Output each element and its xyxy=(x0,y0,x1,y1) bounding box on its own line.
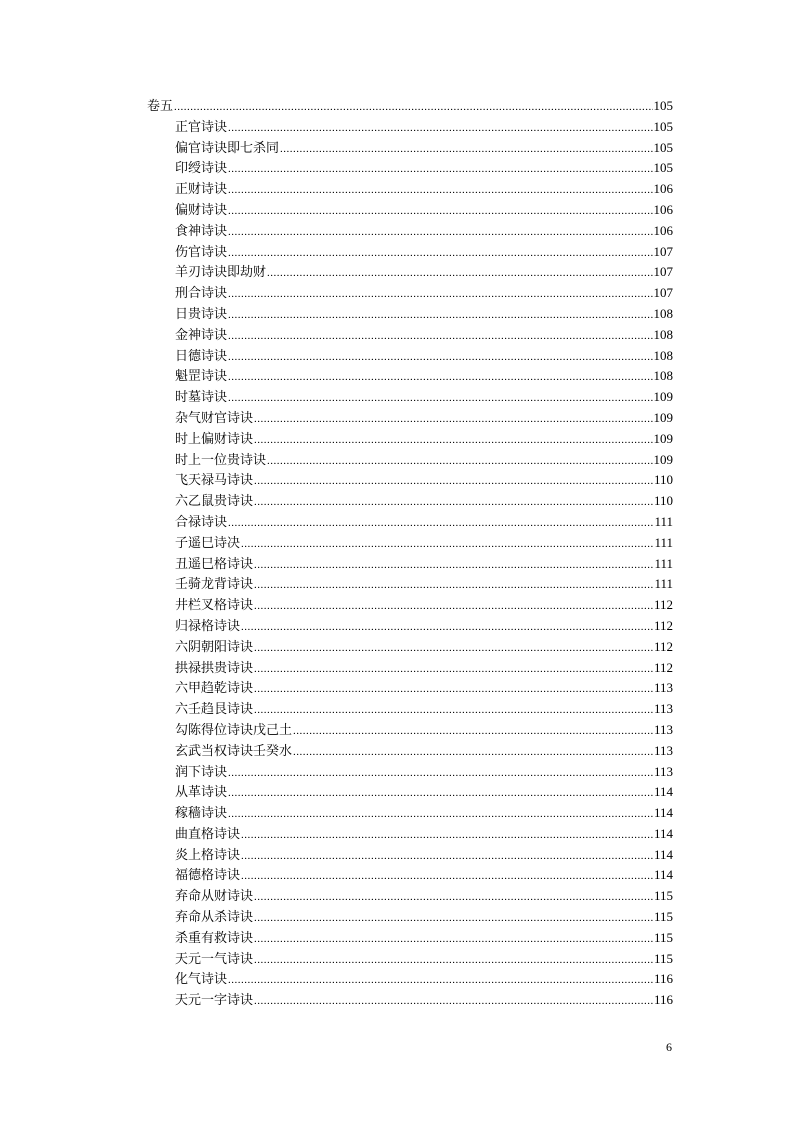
toc-entry-title: 玄武当权诗诀壬癸水 xyxy=(175,743,293,759)
toc-entry-title: 福德格诗诀 xyxy=(175,868,241,884)
toc-entry[interactable] xyxy=(147,928,673,949)
toc-entry[interactable] xyxy=(147,470,673,491)
toc-entry-page: 114 xyxy=(653,805,673,821)
toc-entry-page: 113 xyxy=(653,742,673,758)
toc-entry[interactable] xyxy=(147,678,673,699)
toc-entry-title: 天元一气诗诀 xyxy=(175,951,254,967)
toc-entry-title: 炎上格诗诀 xyxy=(175,847,241,863)
toc-dot-leader xyxy=(254,471,653,492)
toc-entry-title: 弃命从杀诗诀 xyxy=(175,910,254,926)
toc-dot-leader xyxy=(267,263,652,284)
toc-dot-leader xyxy=(228,305,652,326)
toc-volume-title: 卷五 xyxy=(147,99,174,114)
toc-entry-title: 伤官诗诀 xyxy=(175,244,228,260)
toc-entry-page: 105 xyxy=(653,139,673,155)
toc-entry[interactable] xyxy=(147,325,673,346)
toc-entry-page: 115 xyxy=(653,950,673,966)
toc-dot-leader xyxy=(241,825,653,846)
toc-entry-title: 日贵诗诀 xyxy=(175,306,228,322)
page-number: 6 xyxy=(666,1040,672,1054)
toc-entry-page: 111 xyxy=(654,576,673,592)
toc-entry-title: 丑遥巳格诗诀 xyxy=(175,556,254,572)
toc-volume-page: 105 xyxy=(653,98,673,113)
toc-entry[interactable] xyxy=(147,346,673,367)
toc-dot-leader xyxy=(228,243,652,264)
toc-entry-page: 109 xyxy=(653,451,673,467)
toc-dot-leader xyxy=(241,617,653,638)
toc-entry[interactable] xyxy=(147,554,673,575)
toc-entry-title: 拱禄拱贵诗诀 xyxy=(175,660,254,676)
toc-entry-page: 105 xyxy=(653,118,673,134)
toc-entry-title: 正官诗诀 xyxy=(175,119,228,135)
table-of-contents xyxy=(147,96,673,1011)
toc-entry-page: 115 xyxy=(653,909,673,925)
toc-entry[interactable] xyxy=(147,304,673,325)
toc-entry[interactable] xyxy=(147,949,673,970)
toc-entry[interactable] xyxy=(147,512,673,533)
toc-entry[interactable] xyxy=(147,283,673,304)
toc-dot-leader xyxy=(254,492,653,513)
toc-dot-leader xyxy=(254,555,653,576)
toc-entry-title: 时墓诗诀 xyxy=(175,390,228,406)
toc-dot-leader xyxy=(228,201,652,222)
toc-entry[interactable] xyxy=(147,699,673,720)
toc-entry[interactable] xyxy=(147,762,673,783)
toc-entry-page: 111 xyxy=(654,534,673,550)
toc-entry-page: 110 xyxy=(653,472,673,488)
toc-entry-page: 105 xyxy=(653,160,673,176)
toc-entry-page: 108 xyxy=(653,326,673,342)
toc-entry[interactable] xyxy=(147,387,673,408)
toc-entry-page: 108 xyxy=(653,305,673,321)
toc-entry[interactable] xyxy=(147,969,673,990)
toc-entry-title: 金神诗诀 xyxy=(175,327,228,343)
toc-entry[interactable] xyxy=(147,574,673,595)
toc-entry-title: 羊刃诗诀即劫财 xyxy=(175,265,267,281)
toc-entry-page: 107 xyxy=(653,243,673,259)
toc-dot-leader xyxy=(228,783,653,804)
toc-entry[interactable] xyxy=(147,637,673,658)
toc-dot-leader xyxy=(228,347,652,368)
toc-dot-leader xyxy=(254,659,653,680)
toc-entry-page: 111 xyxy=(654,555,673,571)
toc-entry-page: 109 xyxy=(653,409,673,425)
toc-entry-title: 合禄诗诀 xyxy=(175,514,228,530)
toc-dot-leader xyxy=(293,742,653,763)
toc-entry[interactable] xyxy=(147,533,673,554)
toc-entry-title: 六阴朝阳诗诀 xyxy=(175,639,254,655)
toc-entry-title: 从革诗诀 xyxy=(175,785,228,801)
toc-entry-title: 六甲趋乾诗诀 xyxy=(175,681,254,697)
toc-entries xyxy=(147,117,673,1011)
toc-entry[interactable] xyxy=(147,262,673,283)
toc-entry[interactable] xyxy=(147,865,673,886)
toc-dot-leader xyxy=(241,846,653,867)
toc-entry-page: 113 xyxy=(653,763,673,779)
toc-entry[interactable] xyxy=(147,803,673,824)
toc-dot-leader xyxy=(254,700,653,721)
toc-entry[interactable] xyxy=(147,242,673,263)
toc-entry-title: 魁罡诗诀 xyxy=(175,369,228,385)
toc-dot-leader xyxy=(228,367,652,388)
toc-entry-page: 114 xyxy=(653,867,673,883)
toc-volume-row[interactable] xyxy=(147,96,673,117)
toc-entry[interactable] xyxy=(147,886,673,907)
toc-entry-title: 子遥巳诗决 xyxy=(175,535,241,551)
toc-entry-page: 114 xyxy=(653,846,673,862)
toc-entry[interactable] xyxy=(147,990,673,1011)
toc-dot-leader xyxy=(228,180,652,201)
toc-entry-title: 勾陈得位诗诀戊己土 xyxy=(175,722,293,738)
toc-dot-leader xyxy=(280,139,652,160)
toc-dot-leader xyxy=(241,866,653,887)
toc-entry-title: 润下诗诀 xyxy=(175,764,228,780)
toc-entry-title: 杂气财官诗诀 xyxy=(175,410,254,426)
toc-entry-page: 110 xyxy=(653,493,673,509)
toc-dot-leader xyxy=(228,388,652,409)
toc-entry-page: 116 xyxy=(653,992,673,1008)
toc-entry-page: 108 xyxy=(653,347,673,363)
toc-dot-leader xyxy=(267,451,652,472)
toc-dot-leader xyxy=(254,638,653,659)
toc-entry-title: 飞天禄马诗诀 xyxy=(175,473,254,489)
toc-entry-page: 106 xyxy=(653,181,673,197)
toc-entry-title: 偏官诗诀即七杀同 xyxy=(175,140,280,156)
toc-entry-title: 刑合诗诀 xyxy=(175,286,228,302)
toc-entry-page: 106 xyxy=(653,222,673,238)
toc-dot-leader xyxy=(228,513,653,534)
toc-entry-title: 弃命从财诗诀 xyxy=(175,889,254,905)
toc-entry[interactable] xyxy=(147,741,673,762)
toc-entry[interactable] xyxy=(147,117,673,138)
toc-entry-title: 杀重有救诗诀 xyxy=(175,930,254,946)
toc-entry-title: 六壬趋艮诗诀 xyxy=(175,702,254,718)
toc-entry-page: 108 xyxy=(653,368,673,384)
toc-entry-page: 112 xyxy=(653,659,673,675)
toc-entry-title: 化气诗诀 xyxy=(175,972,228,988)
toc-dot-leader xyxy=(254,430,652,451)
toc-dot-leader xyxy=(254,950,653,971)
toc-entry-page: 114 xyxy=(653,825,673,841)
toc-entry[interactable] xyxy=(147,450,673,471)
toc-entry[interactable] xyxy=(147,907,673,928)
toc-entry-title: 曲直格诗诀 xyxy=(175,826,241,842)
toc-entry-title: 天元一字诗诀 xyxy=(175,993,254,1009)
toc-entry-title: 印绶诗诀 xyxy=(175,161,228,177)
toc-dot-leader xyxy=(228,118,652,139)
toc-entry-title: 日德诗诀 xyxy=(175,348,228,364)
toc-entry[interactable] xyxy=(147,158,673,179)
toc-entry[interactable] xyxy=(147,138,673,159)
toc-dot-leader xyxy=(254,679,653,700)
toc-entry[interactable] xyxy=(147,720,673,741)
toc-entry-title: 正财诗诀 xyxy=(175,182,228,198)
toc-entry[interactable] xyxy=(147,179,673,200)
toc-dot-leader xyxy=(254,908,653,929)
toc-dot-leader xyxy=(228,284,652,305)
toc-entry-title: 六乙鼠贵诗诀 xyxy=(175,494,254,510)
toc-entry-page: 113 xyxy=(653,701,673,717)
toc-entry[interactable] xyxy=(147,200,673,221)
toc-dot-leader xyxy=(228,326,652,347)
toc-entry[interactable] xyxy=(147,408,673,429)
toc-entry-page: 116 xyxy=(653,971,673,987)
toc-dot-leader xyxy=(254,887,653,908)
toc-entry-page: 113 xyxy=(653,721,673,737)
toc-entry-title: 时上一位贵诗诀 xyxy=(175,452,267,468)
toc-entry-page: 107 xyxy=(653,264,673,280)
toc-entry-page: 115 xyxy=(653,888,673,904)
toc-dot-leader xyxy=(228,804,653,825)
toc-entry[interactable] xyxy=(147,658,673,679)
toc-entry-title: 井栏叉格诗诀 xyxy=(175,598,254,614)
toc-entry-title: 归禄格诗诀 xyxy=(175,618,241,634)
toc-entry-page: 115 xyxy=(653,929,673,945)
toc-entry[interactable] xyxy=(147,595,673,616)
toc-entry[interactable] xyxy=(147,429,673,450)
toc-dot-leader xyxy=(228,970,653,991)
toc-dot-leader xyxy=(228,763,653,784)
toc-entry-title: 时上偏财诗诀 xyxy=(175,431,254,447)
toc-entry[interactable] xyxy=(147,824,673,845)
toc-dot-leader xyxy=(254,575,653,596)
toc-entry-page: 111 xyxy=(654,513,673,529)
toc-entry-page: 109 xyxy=(653,389,673,405)
toc-entry-page: 112 xyxy=(653,638,673,654)
toc-entry[interactable] xyxy=(147,491,673,512)
toc-entry-page: 106 xyxy=(653,201,673,217)
toc-entry-title: 偏财诗诀 xyxy=(175,202,228,218)
toc-dot-leader xyxy=(228,222,652,243)
toc-entry-title: 食神诗诀 xyxy=(175,223,228,239)
toc-entry-page: 112 xyxy=(653,597,673,613)
toc-entry[interactable] xyxy=(147,366,673,387)
toc-entry-title: 稼穑诗诀 xyxy=(175,806,228,822)
toc-entry-page: 107 xyxy=(653,285,673,301)
toc-dot-leader xyxy=(254,409,652,430)
toc-dot-leader xyxy=(228,159,652,180)
toc-entry-page: 114 xyxy=(653,784,673,800)
toc-dot-leader xyxy=(241,534,653,555)
toc-dot-leader xyxy=(254,596,653,617)
toc-entry[interactable] xyxy=(147,616,673,637)
toc-dot-leader xyxy=(254,991,653,1012)
toc-entry-page: 113 xyxy=(653,680,673,696)
toc-entry[interactable] xyxy=(147,845,673,866)
toc-dot-leader xyxy=(293,721,653,742)
toc-dot-leader xyxy=(174,97,652,118)
toc-dot-leader xyxy=(254,929,653,950)
toc-entry[interactable] xyxy=(147,221,673,242)
toc-entry-page: 112 xyxy=(653,617,673,633)
toc-entry[interactable] xyxy=(147,782,673,803)
toc-entry-page: 109 xyxy=(653,430,673,446)
toc-entry-title: 壬骑龙背诗诀 xyxy=(175,577,254,593)
